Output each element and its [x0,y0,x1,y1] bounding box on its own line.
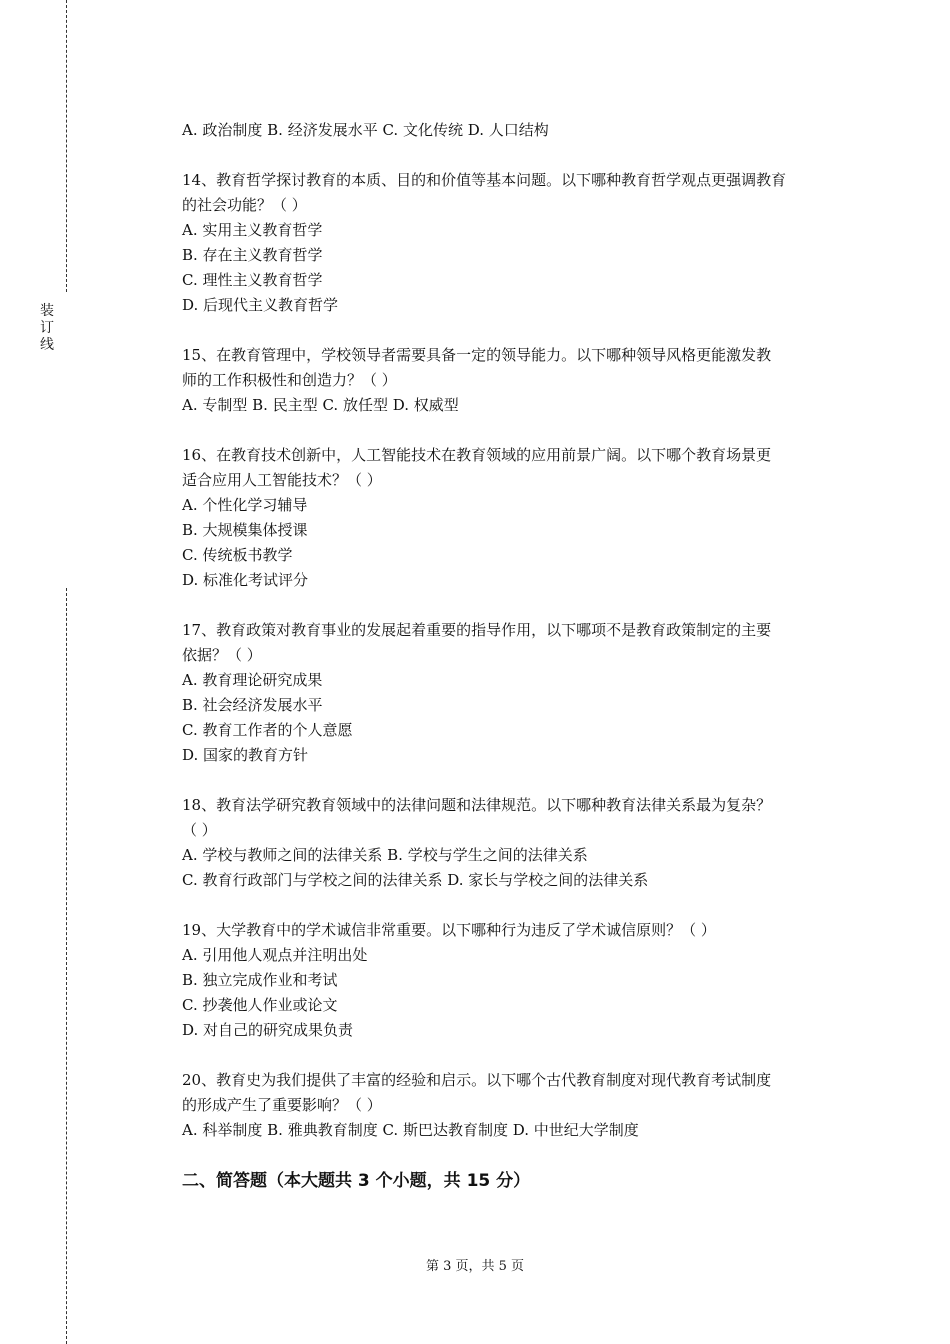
binding-label-char: 线 [40,337,54,353]
question-20 [182,1068,842,1143]
question-stem: 师的工作积极性和创造力？（ ） [182,371,397,389]
option: B. 独立完成作业和考试 [182,971,338,989]
question-18 [182,793,842,893]
question-19 [182,918,842,1043]
question-stem: 的社会功能？（ ） [182,196,307,214]
question-stem: 18、教育法学研究教育领域中的法律问题和法律规范。以下哪种教育法律关系最为复杂？ [182,796,772,814]
option: A. 实用主义教育哲学 [182,221,323,239]
option: C. 理性主义教育哲学 [182,271,323,289]
question-17 [182,618,842,768]
options-line: A. 专制型 B. 民主型 C. 放任型 D. 权威型 [182,396,459,414]
options-line: C. 教育行政部门与学校之间的法律关系 D. 家长与学校之间的法律关系 [182,871,649,889]
option: D. 后现代主义教育哲学 [182,296,339,314]
question-stem: 14、教育哲学探讨教育的本质、目的和价值等基本问题。以下哪种教育哲学观点更强调教育 [182,171,787,189]
option: C. 抄袭他人作业或论文 [182,996,338,1014]
question-stem: 17、教育政策对教育事业的发展起着重要的指导作用，以下哪项不是教育政策制定的主要 [182,621,772,639]
option: D. 国家的教育方针 [182,746,309,764]
page-footer: 第 3 页，共 5 页 [425,1259,525,1274]
question-stem: 的形成产生了重要影响？（ ） [182,1096,382,1114]
option: B. 社会经济发展水平 [182,696,323,714]
question-stem: 20、教育史为我们提供了丰富的经验和启示。以下哪个古代教育制度对现代教育考试制度 [182,1071,772,1089]
question-15 [182,343,842,418]
question-stem: 依据？（ ） [182,646,262,664]
option: B. 存在主义教育哲学 [182,246,323,264]
option: B. 大规模集体授课 [182,521,308,539]
question-16 [182,443,842,593]
option: A. 引用他人观点并注明出处 [182,946,368,964]
binding-dashed-line-bottom [66,588,67,1344]
question-stem: 19、大学教育中的学术诚信非常重要。以下哪种行为违反了学术诚信原则？（ ） [182,921,716,939]
question-13-options [182,118,842,143]
option: C. 教育工作者的个人意愿 [182,721,353,739]
options-line: A. 学校与教师之间的法律关系 B. 学校与学生之间的法律关系 [182,846,588,864]
option: D. 对自己的研究成果负责 [182,1021,354,1039]
binding-label-char: 订 [40,320,54,336]
binding-label-char: 装 [40,303,54,319]
section-title: 二、简答题（本大题共 3 个小题，共 15 分） [182,1171,531,1191]
options-line: A. 科举制度 B. 雅典教育制度 C. 斯巴达教育制度 D. 中世纪大学制度 [182,1121,639,1139]
question-stem: 16、在教育技术创新中，人工智能技术在教育领域的应用前景广阔。以下哪个教育场景更 [182,446,772,464]
question-stem: 适合应用人工智能技术？（ ） [182,471,382,489]
binding-dashed-line-top [66,0,67,292]
binding-label [38,303,56,354]
question-14 [182,168,842,318]
option: A. 个性化学习辅导 [182,496,308,514]
option: D. 标准化考试评分 [182,571,309,589]
options-line: A. 政治制度 B. 经济发展水平 C. 文化传统 D. 人口结构 [182,121,549,139]
question-stem: （ ） [182,821,217,839]
exam-content [182,118,842,1194]
option: A. 教育理论研究成果 [182,671,323,689]
option: C. 传统板书教学 [182,546,293,564]
question-stem: 15、在教育管理中，学校领导者需要具备一定的领导能力。以下哪种领导风格更能激发教 [182,346,772,364]
